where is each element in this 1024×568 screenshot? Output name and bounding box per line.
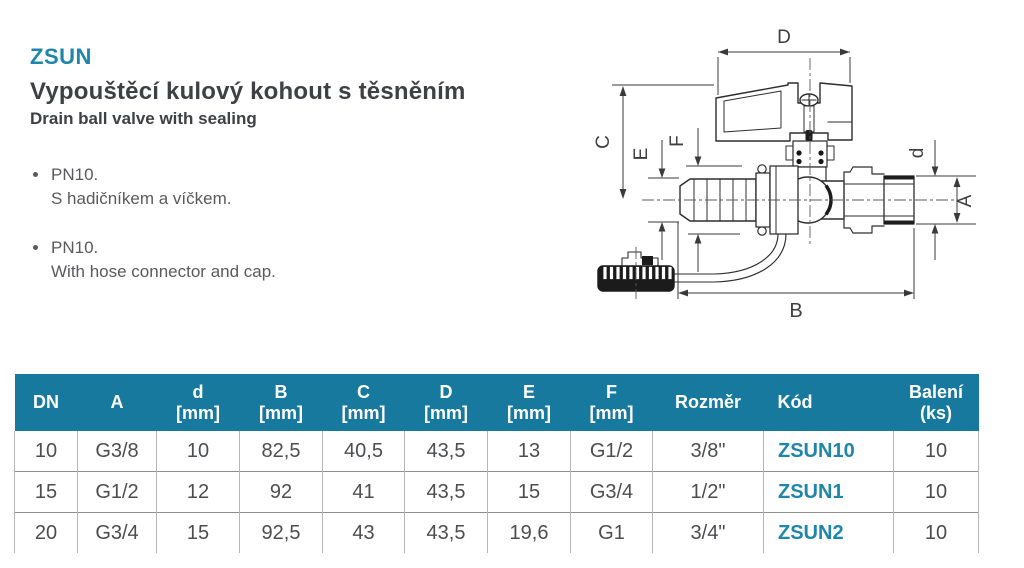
table-cell: 20	[15, 513, 78, 554]
feature-text	[51, 163, 231, 211]
feature-item	[30, 236, 570, 284]
bullet-dot-icon	[33, 245, 38, 250]
feature-item	[30, 163, 570, 211]
table-cell: 92	[240, 472, 323, 513]
table-cell: 10	[894, 431, 979, 472]
dimension-label-d: d	[907, 147, 928, 159]
table-header-row	[15, 374, 979, 431]
feature-text	[51, 236, 276, 284]
table-cell: 43,5	[405, 513, 488, 554]
table-cell: 10	[15, 431, 78, 472]
table-cell: G1/2	[78, 472, 157, 513]
table-cell: 15	[15, 472, 78, 513]
feature-line: PN10.	[51, 238, 99, 257]
table-cell: G1/2	[571, 431, 653, 472]
feature-line: PN10.	[51, 165, 99, 184]
cap-tether	[658, 234, 786, 282]
table-row	[15, 431, 979, 472]
dimension-label-C: C	[593, 135, 614, 149]
product-code-cell: ZSUN1	[764, 472, 894, 513]
table-cell: G3/8	[78, 431, 157, 472]
product-title-en: Drain ball valve with sealing	[30, 109, 257, 128]
column-header-A: A	[78, 374, 157, 431]
valve-part	[598, 83, 914, 291]
table-cell: 40,5	[323, 431, 405, 472]
hose-connector	[680, 165, 798, 235]
feature-line: With hose connector and cap.	[51, 262, 276, 281]
table-cell: G3/4	[78, 513, 157, 554]
column-header-E: E [mm]	[488, 374, 571, 431]
table-cell: 13	[488, 431, 571, 472]
table-cell: 10	[894, 472, 979, 513]
table-cell: 15	[157, 513, 240, 554]
dimension-label-B: B	[789, 300, 803, 322]
column-header-C: C [mm]	[323, 374, 405, 431]
table-cell: G3/4	[571, 472, 653, 513]
column-header-Kód: Kód	[764, 374, 894, 431]
brand-title: ZSUN	[30, 44, 92, 69]
column-header-F: F [mm]	[571, 374, 653, 431]
table-cell: 43	[323, 513, 405, 554]
table-cell: 10	[157, 431, 240, 472]
column-header-d: d [mm]	[157, 374, 240, 431]
table-cell: 3/4"	[653, 513, 764, 554]
column-header-Rozměr: Rozměr	[653, 374, 764, 431]
table-cell: 12	[157, 472, 240, 513]
valve-handle	[716, 83, 852, 141]
stem-screw	[800, 94, 818, 141]
column-header-B: B [mm]	[240, 374, 323, 431]
table-cell: 92,5	[240, 513, 323, 554]
table-body	[15, 431, 979, 553]
column-header-D: D [mm]	[405, 374, 488, 431]
product-code-cell: ZSUN10	[764, 431, 894, 472]
table-row	[15, 513, 979, 554]
product-code-cell: ZSUN2	[764, 513, 894, 554]
product-title-cs: Vypouštěcí kulový kohout s těsněním	[30, 78, 466, 105]
dimension-D	[718, 49, 850, 95]
table-cell: 43,5	[405, 472, 488, 513]
feature-list	[30, 163, 570, 284]
dimension-label-E: E	[631, 147, 652, 161]
table-cell: 10	[894, 513, 979, 554]
table-cell: 41	[323, 472, 405, 513]
spec-table	[14, 374, 979, 553]
bullet-dot-icon	[33, 172, 38, 177]
table-cell: 43,5	[405, 431, 488, 472]
dimension-label-D: D	[777, 27, 791, 48]
dimension-label-A: A	[955, 194, 976, 208]
product-header	[30, 44, 570, 309]
table-cell: 15	[488, 472, 571, 513]
table-cell: 1/2"	[653, 472, 764, 513]
column-header-Balení: Balení (ks)	[894, 374, 979, 431]
feature-line: S hadičníkem a víčkem.	[51, 189, 232, 208]
dimension-label-F: F	[667, 135, 688, 147]
column-header-DN: DN	[15, 374, 78, 431]
table-row	[15, 472, 979, 513]
table-cell: 82,5	[240, 431, 323, 472]
valve-technical-drawing	[585, 10, 1022, 340]
table-cell: 3/8"	[653, 431, 764, 472]
table-cell: 19,6	[488, 513, 571, 554]
table-cell: G1	[571, 513, 653, 554]
